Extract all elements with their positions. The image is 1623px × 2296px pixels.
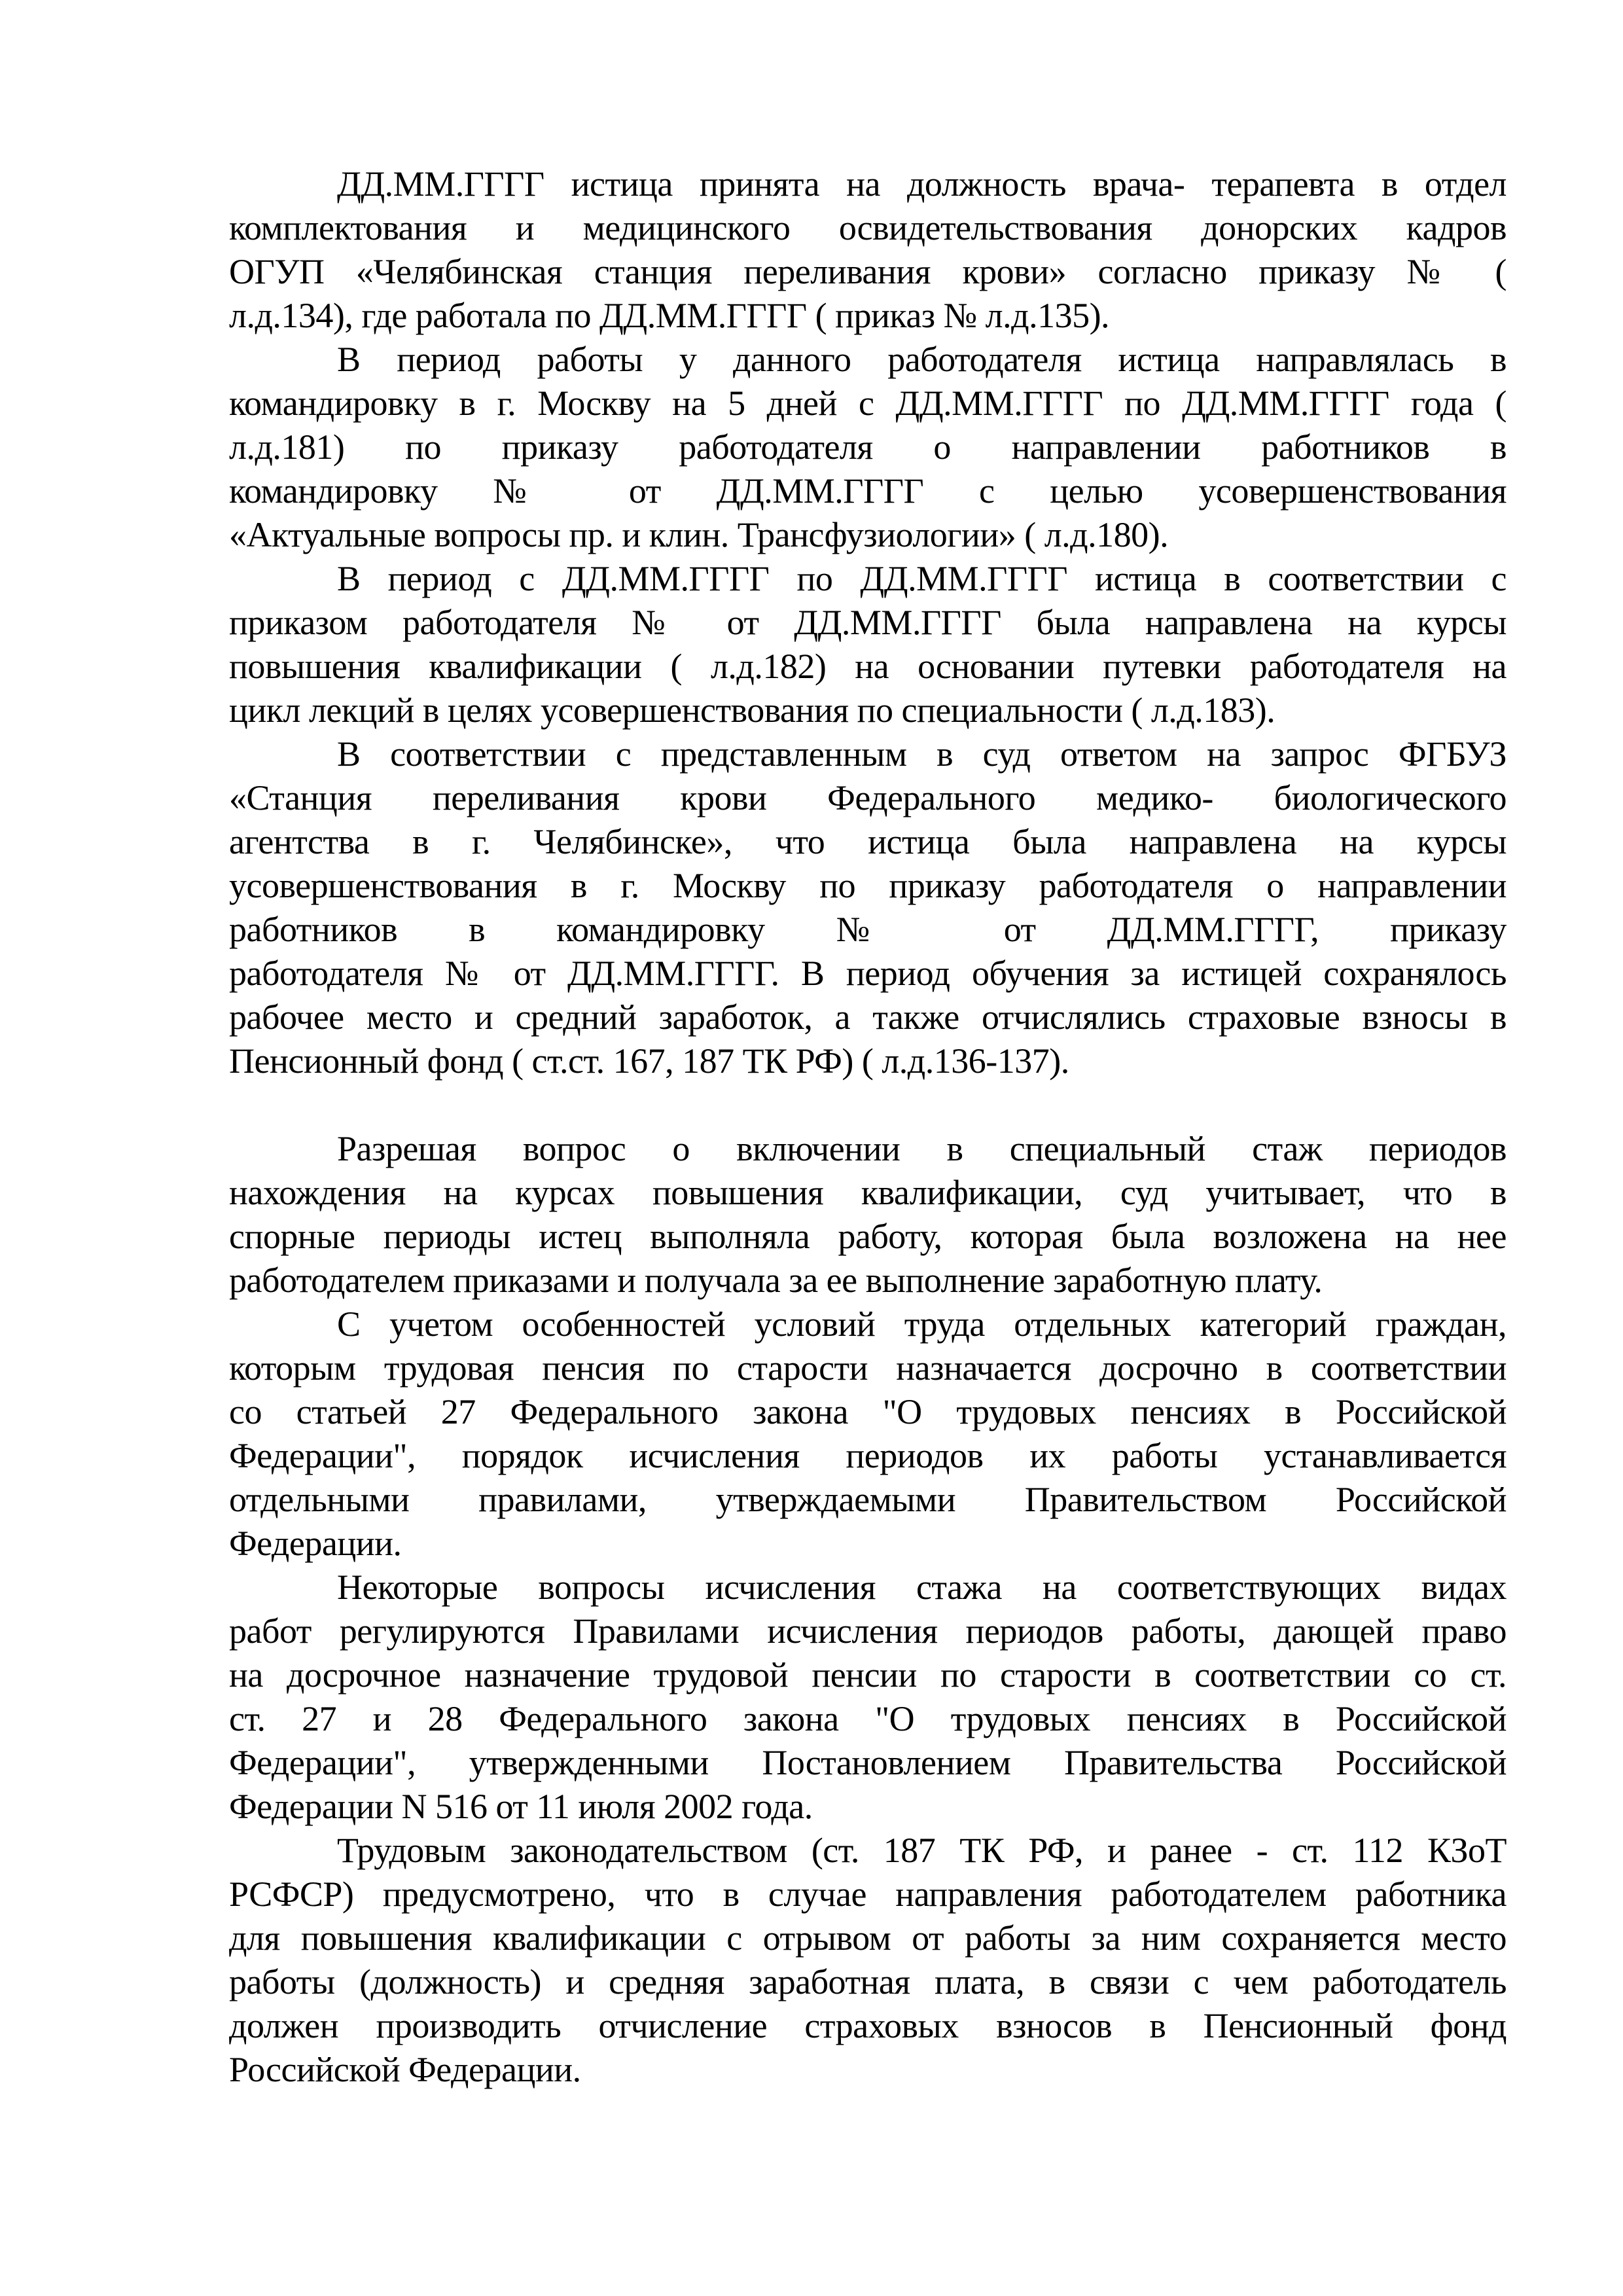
text-line: В период с ДД.ММ.ГГГГ по ДД.ММ.ГГГГ истица в соответствии с xyxy=(337,559,1507,598)
text-line: для повышения квалификации с отрывом от работы за ним сохраняется место xyxy=(229,1918,1507,1958)
text-line: л.д.181) по приказу работодателя о направлении работников в xyxy=(229,427,1507,467)
paragraph xyxy=(229,338,1507,557)
text-line: л.д.134), где работала по ДД.ММ.ГГГГ ( приказ № л.д.135). xyxy=(229,296,1110,335)
text-line: «Станция переливания крови Федерального медико- биологического xyxy=(229,778,1507,817)
text-line: командировку № от ДД.ММ.ГГГГ с целью усовершенствования xyxy=(229,471,1507,511)
text-line: усовершенствования в г. Москву по приказу работодателя о направлении xyxy=(229,866,1507,905)
paragraph xyxy=(229,1829,1507,2092)
paragraph xyxy=(229,1566,1507,1829)
text-line: на досрочное назначение трудовой пенсии по старости в соответствии со ст. xyxy=(229,1655,1507,1695)
text-line: Федерации N 516 от 11 июля 2002 года. xyxy=(229,1787,813,1826)
text-line: агентства в г. Челябинске», что истица была направлена на курсы xyxy=(229,822,1507,861)
paragraph xyxy=(229,557,1507,732)
paragraph xyxy=(229,1302,1507,1566)
text-line: со статьей 27 Федерального закона "О трудовых пенсиях в Российской xyxy=(229,1392,1507,1431)
text-line: отдельными правилами, утверждаемыми Правительством Российской xyxy=(229,1480,1507,1519)
text-line: которым трудовая пенсия по старости назначается досрочно в соответствии xyxy=(229,1348,1507,1388)
text-line: С учетом особенностей условий труда отдельных категорий граждан, xyxy=(337,1304,1507,1344)
paragraph xyxy=(229,732,1507,1083)
text-line: работ регулируются Правилами исчисления периодов работы, дающей право xyxy=(229,1611,1507,1651)
text-line: работодателем приказами и получала за ее выполнение заработную плату. xyxy=(229,1261,1323,1300)
text-line: ОГУП «Челябинская станция переливания крови» согласно приказу № ( xyxy=(229,252,1507,291)
text-line: Федерации", утвержденными Постановлением Правительства Российской xyxy=(229,1743,1507,1782)
text-line: повышения квалификации ( л.д.182) на основании путевки работодателя на xyxy=(229,647,1507,686)
text-line: комплектования и медицинского освидетельствования донорских кадров xyxy=(229,208,1507,247)
text-line: ст. 27 и 28 Федерального закона "О трудовых пенсиях в Российской xyxy=(229,1699,1507,1738)
text-line: В соответствии с представленным в суд ответом на запрос ФГБУЗ xyxy=(337,734,1507,774)
text-line: Федерации", порядок исчисления периодов их работы устанавливается xyxy=(229,1436,1507,1475)
text-line: приказом работодателя № от ДД.ММ.ГГГГ была направлена на курсы xyxy=(229,603,1507,642)
text-line: спорные периоды истец выполняла работу, которая была возложена на нее xyxy=(229,1217,1507,1256)
text-line: работников в командировку № от ДД.ММ.ГГГГ, приказу xyxy=(229,910,1507,949)
text-line: Разрешая вопрос о включении в специальный стаж периодов xyxy=(337,1129,1507,1168)
document-body xyxy=(229,162,1507,2092)
text-line: РСФСР) предусмотрено, что в случае направления работодателем работника xyxy=(229,1874,1507,1914)
text-line: В период работы у данного работодателя истица направлялась в xyxy=(337,340,1507,379)
paragraph xyxy=(229,1127,1507,1302)
paragraph xyxy=(229,162,1507,338)
text-line: командировку в г. Москву на 5 дней с ДД.ММ.ГГГГ по ДД.ММ.ГГГГ года ( xyxy=(229,384,1507,423)
text-line: ДД.ММ.ГГГГ истица принята на должность врача- терапевта в отдел xyxy=(337,164,1507,204)
text-line: Федерации. xyxy=(229,1524,402,1563)
text-line: работы (должность) и средняя заработная плата, в связи с чем работодатель xyxy=(229,1962,1507,2001)
text-line: работодателя № от ДД.ММ.ГГГГ. В период обучения за истицей сохранялось xyxy=(229,954,1507,993)
text-line: Пенсионный фонд ( ст.ст. 167, 187 ТК РФ) ( л.д.136-137). xyxy=(229,1041,1069,1081)
text-line: «Актуальные вопросы пр. и клин. Трансфузиологии» ( л.д.180). xyxy=(229,515,1169,554)
text-line: рабочее место и средний заработок, а также отчислялись страховые взносы в xyxy=(229,997,1507,1037)
text-line: цикл лекций в целях усовершенствования по специальности ( л.д.183). xyxy=(229,691,1275,730)
text-line: Российской Федерации. xyxy=(229,2050,581,2089)
text-line: Некоторые вопросы исчисления стажа на соответствующих видах xyxy=(337,1568,1507,1607)
text-line: должен производить отчисление страховых взносов в Пенсионный фонд xyxy=(229,2006,1507,2045)
text-line: нахождения на курсах повышения квалификации, суд учитывает, что в xyxy=(229,1173,1507,1212)
text-line: Трудовым законодательством (ст. 187 ТК РФ, и ранее - ст. 112 КЗоТ xyxy=(337,1831,1507,1870)
